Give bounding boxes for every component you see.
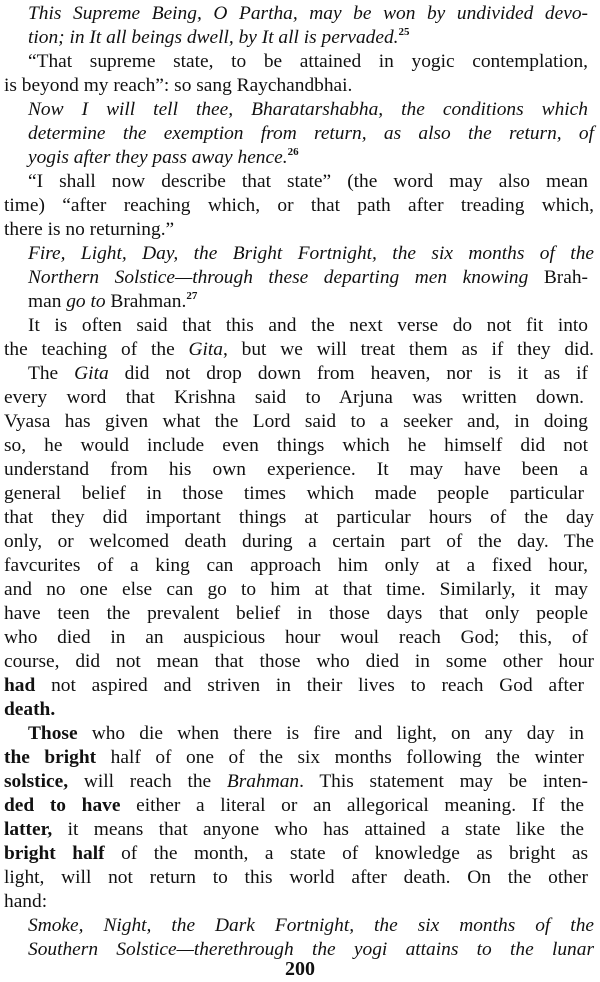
text-line <box>4 410 588 434</box>
text-span: It is often said that this and the next verse do not fit into <box>28 315 588 336</box>
text-span: tion; in It all beings dwell, by It all is pervaded. <box>28 27 399 48</box>
text-span: Fire, Light, Day, the Bright Fortnight, the six months of the <box>28 243 594 264</box>
text-span: determine the exemption from return, as also the return, of <box>28 123 594 144</box>
text-span: who died in an auspicious hour woul reach God; this, of <box>4 627 588 648</box>
text-span: had <box>4 675 36 696</box>
text-span: time) “after reaching which, or that path after treading which, <box>4 195 594 216</box>
footnote-marker: 25 <box>398 26 410 38</box>
text-line <box>4 866 588 890</box>
text-line <box>28 722 584 746</box>
text-span: general belief in those times which made people particular <box>4 483 584 504</box>
page-number: 200 <box>285 958 315 980</box>
text-line <box>4 650 594 674</box>
text-line <box>28 50 588 74</box>
text-line <box>4 194 594 218</box>
text-span: ded to have <box>4 795 121 816</box>
text-line <box>28 122 594 146</box>
text-span: the teaching of the <box>4 339 189 360</box>
text-span: Those <box>28 723 78 744</box>
text-span: hand: <box>4 891 48 912</box>
text-line <box>4 506 594 530</box>
text-line <box>4 530 594 554</box>
text-span: Gita <box>188 339 223 360</box>
text-span: favcurites of a king can approach him only at a fixed hour, <box>4 555 588 576</box>
text-line <box>28 290 228 314</box>
text-line <box>4 602 588 626</box>
text-line <box>4 674 584 698</box>
text-line <box>28 2 588 26</box>
text-line <box>28 170 588 194</box>
text-line <box>4 818 584 842</box>
text-span: Vyasa has given what the Lord said to a seeker and, in doing <box>4 411 588 432</box>
text-span: man <box>28 291 67 312</box>
text-span: Brahman. <box>105 291 187 312</box>
text-span: Now I will tell thee, Bharatarshabha, the conditions which <box>28 99 588 120</box>
text-span: “I shall now describe that state” (the word may also mean <box>28 171 588 192</box>
text-span: Brahman <box>226 771 300 792</box>
text-line <box>4 626 588 650</box>
text-span: Northern Solstice—through these departing men knowing <box>28 267 544 288</box>
text-line <box>4 74 384 98</box>
text-line <box>4 578 588 602</box>
text-span: did not drop down from heaven, nor is it as if <box>108 363 589 384</box>
text-line <box>4 386 584 410</box>
text-span: is beyond my reach”: so sang Raychandbhai. <box>4 75 353 96</box>
text-span: “That supreme state, to be attained in yogic contemplation, <box>28 51 588 72</box>
text-span: of the month, a state of knowledge as bright as <box>104 843 588 864</box>
text-line <box>4 482 584 506</box>
text-span: Southern Solstice—therethrough the yogi attains to the lunar <box>28 939 594 960</box>
text-span: it means that anyone who has attained a state like the <box>52 819 584 840</box>
text-line <box>28 314 588 338</box>
text-span: light, will not return to this world after death. On the other <box>4 867 588 888</box>
text-span: every word that Krishna said to Arjuna was written down. <box>4 387 584 408</box>
footnote-marker: 27 <box>186 290 198 302</box>
text-span: so, he would include even things which he himself did not <box>4 435 588 456</box>
text-span: Gita <box>74 363 109 384</box>
text-span: who die when there is fire and light, on any day in <box>77 723 584 744</box>
text-span: have teen the prevalent belief in those days that only people <box>4 603 588 624</box>
text-span: yogis after they pass away hence. <box>28 147 288 168</box>
text-span: This Supreme Being, O Partha, may be won by undivided devo- <box>28 3 588 24</box>
text-span: and no one else can go to him at that time. Similarly, it may <box>4 579 588 600</box>
text-span: the bright <box>4 747 97 768</box>
text-line <box>28 146 328 170</box>
text-span: either a literal or an allegorical meaning. If the <box>120 795 585 816</box>
text-line <box>4 434 588 458</box>
text-line <box>4 698 64 722</box>
text-line <box>4 554 588 578</box>
text-line <box>4 770 588 794</box>
text-span: solstice, <box>4 771 69 792</box>
text-line <box>28 242 594 266</box>
text-span: understand from his own experience. It may have been a <box>4 459 588 480</box>
text-line <box>4 794 584 818</box>
text-span: that they did important things at particular hours of the day <box>4 507 594 528</box>
text-line <box>4 746 584 770</box>
text-line <box>4 842 588 866</box>
text-line <box>28 98 588 122</box>
text-line <box>28 26 498 50</box>
text-line <box>28 266 588 290</box>
text-span: there is no returning.” <box>4 219 175 240</box>
text-span: go to <box>66 291 106 312</box>
text-line <box>4 890 64 914</box>
text-span: course, did not mean that those who died in some other hour <box>4 651 594 672</box>
footnote-marker: 26 <box>287 146 299 158</box>
text-line <box>28 362 588 386</box>
text-line <box>28 914 594 938</box>
text-span: not aspired and striven in their lives to reach God after <box>35 675 584 696</box>
text-span: . This statement may be inten- <box>299 771 589 792</box>
text-span: Brah- <box>543 267 588 288</box>
text-line <box>4 338 594 362</box>
text-span: half of one of the six months following the winter <box>96 747 584 768</box>
text-span: Smoke, Night, the Dark Fortnight, the six months of the <box>28 915 594 936</box>
text-line <box>4 218 264 242</box>
text-span: only, or welcomed death during a certain part of the day. The <box>4 531 594 552</box>
text-span: The <box>28 363 75 384</box>
text-line <box>4 458 588 482</box>
text-span: death. <box>4 699 56 720</box>
text-span: bright half <box>4 843 105 864</box>
text-span: will reach the <box>68 771 227 792</box>
text-span: latter, <box>4 819 53 840</box>
text-span: , but we will treat them as if they did. <box>222 339 594 360</box>
